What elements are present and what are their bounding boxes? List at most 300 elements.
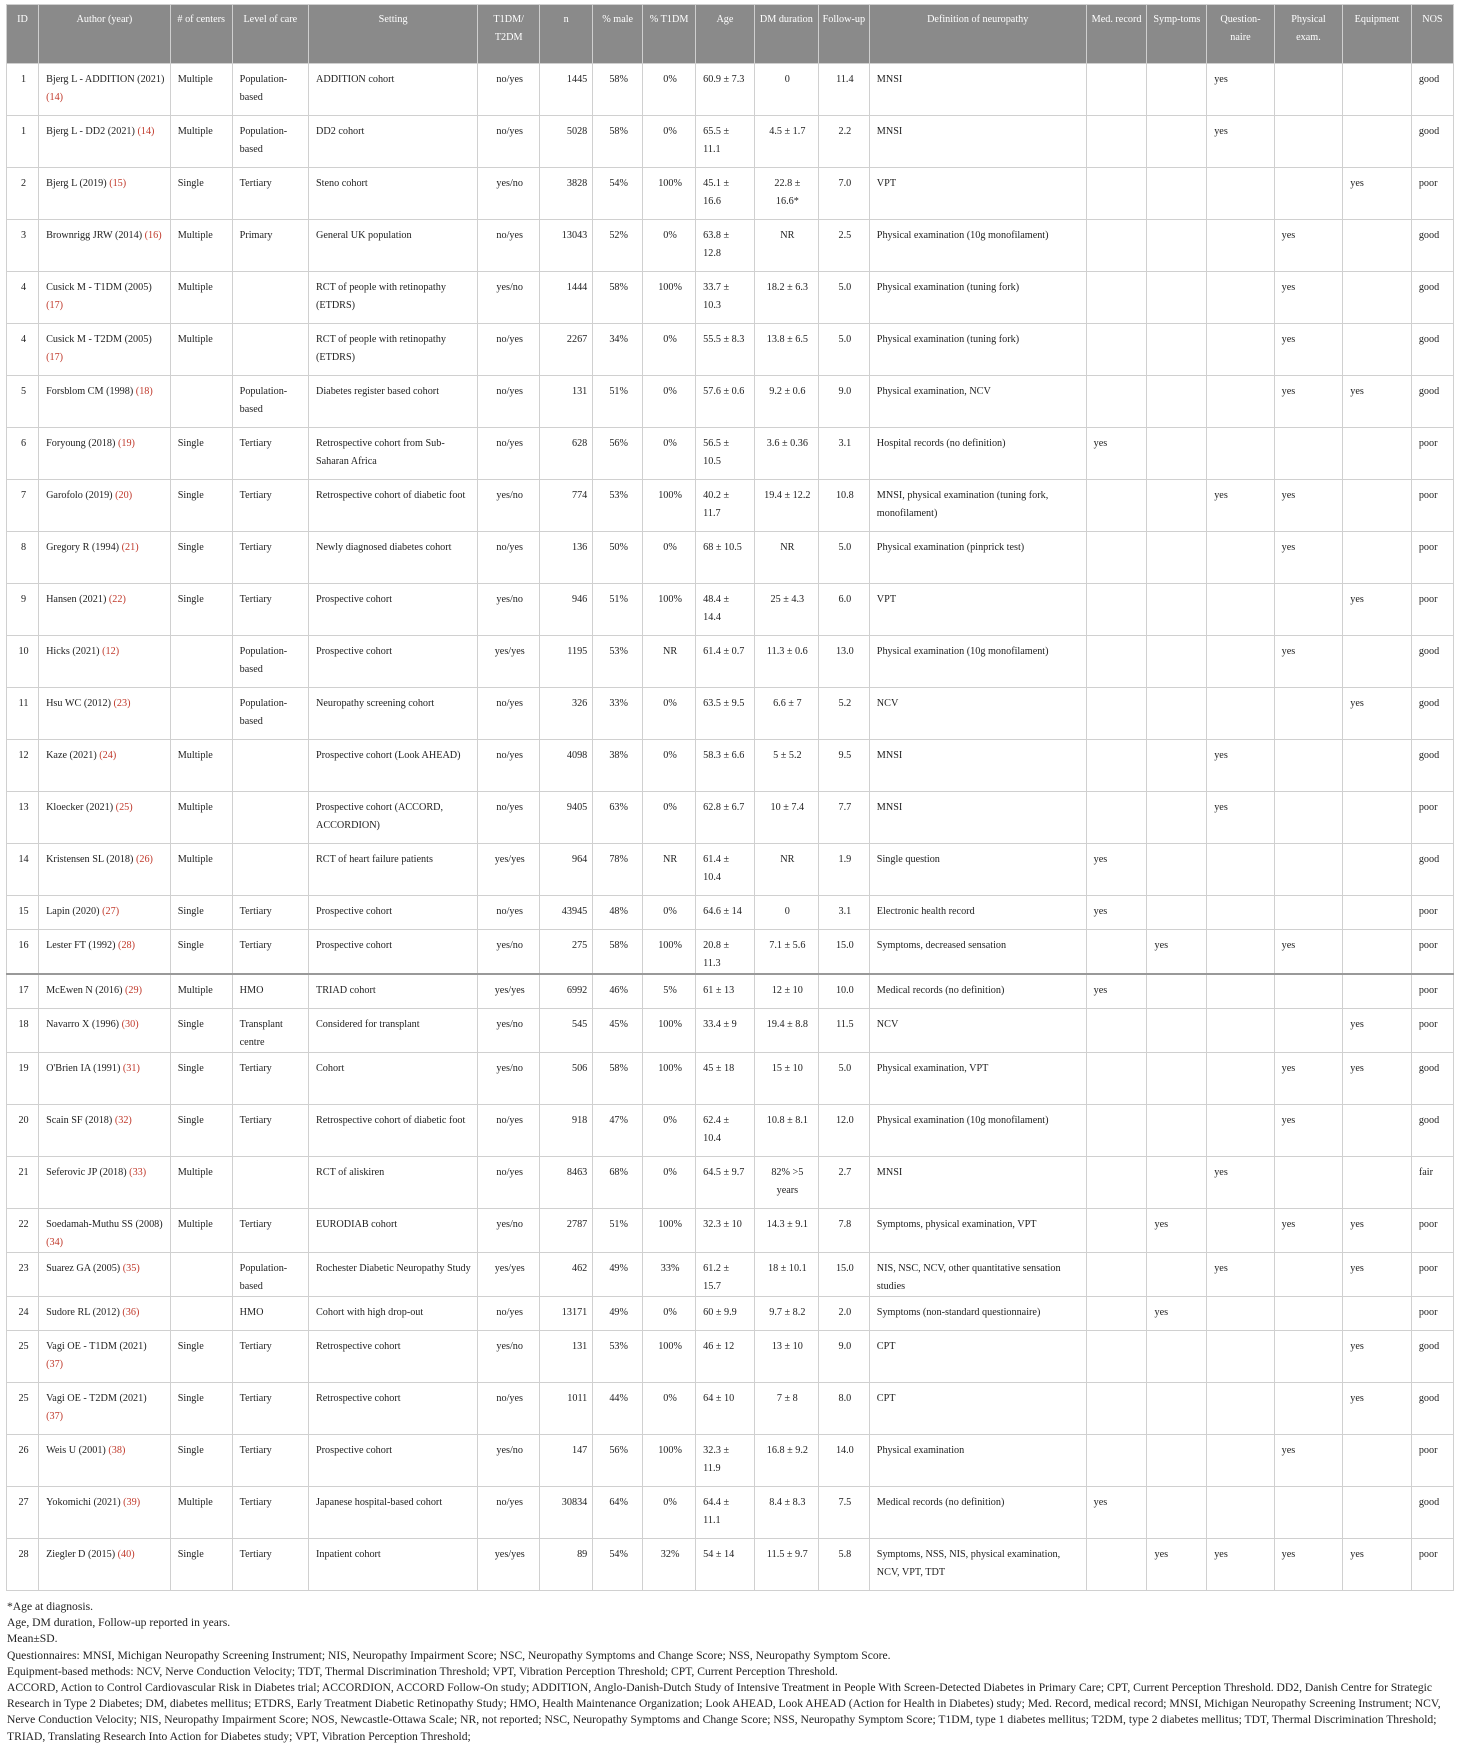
cell-equipment: yes — [1343, 584, 1412, 636]
cell-questionnaire: yes — [1207, 792, 1274, 844]
table-row — [7, 532, 1454, 584]
cell-percent-t1dm: 0% — [643, 1383, 696, 1435]
table-row — [7, 1209, 1454, 1253]
cell-percent-t1dm: 0% — [643, 532, 696, 584]
cell-follow-up: 7.8 — [818, 1209, 869, 1253]
cell-symptoms — [1147, 220, 1207, 272]
cell-setting: Prospective cohort (ACCORD, ACCORDION) — [308, 792, 477, 844]
cell-follow-up: 5.0 — [818, 1053, 869, 1105]
reference-link[interactable]: (16) — [144, 230, 162, 241]
cell-centers — [170, 376, 232, 428]
reference-link[interactable]: (37) — [46, 1359, 64, 1370]
cell-centers — [170, 688, 232, 740]
cell-percent-male: 49% — [593, 1297, 643, 1331]
cell-percent-male: 56% — [593, 428, 643, 480]
cell-equipment — [1343, 930, 1412, 975]
cell-diabetes-type: yes/yes — [478, 974, 540, 1009]
reference-link[interactable]: (30) — [121, 1019, 139, 1030]
cell-dm-duration: 7 ± 8 — [754, 1383, 818, 1435]
cell-author — [39, 272, 171, 324]
cell-nos: good — [1411, 272, 1453, 324]
cell-equipment — [1343, 896, 1412, 930]
cell-percent-male: 50% — [593, 532, 643, 584]
cell-dm-duration: 7.1 ± 5.6 — [754, 930, 818, 975]
header-cell: ID — [7, 5, 39, 64]
cell-physical-exam — [1274, 844, 1343, 896]
cell-dm-duration: 13 ± 10 — [754, 1331, 818, 1383]
cell-n: 918 — [540, 1105, 593, 1157]
cell-age: 58.3 ± 6.6 — [696, 740, 755, 792]
cell-level-of-care — [232, 792, 308, 844]
cell-med-record — [1086, 584, 1147, 636]
cell-level-of-care: Tertiary — [232, 532, 308, 584]
author-name: Forsblom CM (1998) — [46, 386, 134, 397]
cell-id: 6 — [7, 428, 39, 480]
cell-level-of-care: Primary — [232, 220, 308, 272]
cell-setting: EURODIAB cohort — [308, 1209, 477, 1253]
cell-author — [39, 1383, 171, 1435]
reference-link[interactable]: (29) — [125, 985, 142, 996]
cell-physical-exam — [1274, 1157, 1343, 1209]
cell-n: 30834 — [540, 1487, 593, 1539]
cell-nos: poor — [1411, 1253, 1453, 1297]
cell-med-record — [1086, 636, 1147, 688]
cell-author — [39, 1105, 171, 1157]
cell-centers — [170, 1297, 232, 1331]
cell-percent-male: 48% — [593, 896, 643, 930]
reference-link[interactable]: (31) — [122, 1063, 140, 1074]
cell-questionnaire — [1207, 584, 1274, 636]
reference-link[interactable]: (21) — [121, 542, 139, 553]
cell-author — [39, 584, 171, 636]
header-cell: Physical exam. — [1274, 5, 1343, 64]
cell-questionnaire — [1207, 272, 1274, 324]
cell-questionnaire — [1207, 220, 1274, 272]
reference-link[interactable]: (27) — [102, 906, 120, 917]
cell-symptoms — [1147, 688, 1207, 740]
cell-percent-male: 78% — [593, 844, 643, 896]
header-cell: DM duration — [754, 5, 818, 64]
cell-dm-duration: 0 — [754, 896, 818, 930]
cell-age: 55.5 ± 8.3 — [696, 324, 755, 376]
cell-percent-t1dm: 100% — [643, 272, 696, 324]
cell-diabetes-type: no/yes — [478, 1157, 540, 1209]
cell-setting: Retrospective cohort of diabetic foot — [308, 480, 477, 532]
cell-follow-up: 5.0 — [818, 324, 869, 376]
cell-id: 9 — [7, 584, 39, 636]
cell-physical-exam — [1274, 792, 1343, 844]
table-row — [7, 930, 1454, 975]
cell-percent-t1dm: 100% — [643, 584, 696, 636]
reference-link[interactable]: (23) — [113, 698, 131, 709]
author-name: Weis U (2001) — [46, 1445, 106, 1456]
cell-age: 61.4 ± 0.7 — [696, 636, 755, 688]
cell-symptoms — [1147, 1435, 1207, 1487]
cell-setting: Japanese hospital-based cohort — [308, 1487, 477, 1539]
cell-n: 964 — [540, 844, 593, 896]
cell-symptoms — [1147, 1331, 1207, 1383]
cell-nos: poor — [1411, 532, 1453, 584]
cell-equipment — [1343, 974, 1412, 1009]
cell-nos: good — [1411, 1105, 1453, 1157]
author-name: Ziegler D (2015) — [46, 1549, 116, 1560]
cell-id: 25 — [7, 1331, 39, 1383]
table-row — [7, 272, 1454, 324]
cell-age: 60 ± 9.9 — [696, 1297, 755, 1331]
reference-link[interactable]: (24) — [99, 750, 117, 761]
cell-definition: Physical examination (10g monofilament) — [869, 1105, 1086, 1157]
cell-questionnaire — [1207, 376, 1274, 428]
cell-physical-exam — [1274, 428, 1343, 480]
reference-link[interactable]: (17) — [46, 352, 64, 363]
cell-dm-duration: 10.8 ± 8.1 — [754, 1105, 818, 1157]
author-name: Kaze (2021) — [46, 750, 97, 761]
cell-level-of-care — [232, 844, 308, 896]
author-name: Bjerg L (2019) — [46, 178, 107, 189]
header-row — [7, 5, 1454, 64]
cell-percent-male: 44% — [593, 1383, 643, 1435]
cell-equipment: yes — [1343, 1253, 1412, 1297]
cell-dm-duration: 3.6 ± 0.36 — [754, 428, 818, 480]
cell-questionnaire: yes — [1207, 116, 1274, 168]
cell-diabetes-type: no/yes — [478, 376, 540, 428]
cell-author — [39, 376, 171, 428]
cell-author — [39, 636, 171, 688]
cell-id: 13 — [7, 792, 39, 844]
cell-diabetes-type: yes/no — [478, 272, 540, 324]
cell-id: 23 — [7, 1253, 39, 1297]
cell-definition: Physical examination (10g monofilament) — [869, 220, 1086, 272]
cell-centers: Single — [170, 1383, 232, 1435]
header-cell: # of centers — [170, 5, 232, 64]
cell-nos: poor — [1411, 480, 1453, 532]
cell-setting: Rochester Diabetic Neuropathy Study — [308, 1253, 477, 1297]
cell-setting: Cohort with high drop-out — [308, 1297, 477, 1331]
cell-percent-male: 58% — [593, 116, 643, 168]
cell-med-record — [1086, 1539, 1147, 1591]
cell-percent-t1dm: 100% — [643, 1009, 696, 1053]
cell-percent-male: 53% — [593, 480, 643, 532]
cell-physical-exam — [1274, 116, 1343, 168]
cell-follow-up: 2.2 — [818, 116, 869, 168]
author-name: Seferovic JP (2018) — [46, 1167, 127, 1178]
reference-link[interactable]: (22) — [108, 594, 126, 605]
reference-link[interactable]: (33) — [129, 1167, 147, 1178]
cell-follow-up: 6.0 — [818, 584, 869, 636]
cell-nos: poor — [1411, 896, 1453, 930]
cell-n: 13043 — [540, 220, 593, 272]
cell-diabetes-type: no/yes — [478, 792, 540, 844]
cell-id: 28 — [7, 1539, 39, 1591]
cell-diabetes-type: yes/no — [478, 168, 540, 220]
cell-level-of-care — [232, 740, 308, 792]
cell-level-of-care: Tertiary — [232, 428, 308, 480]
cell-equipment — [1343, 64, 1412, 116]
cell-centers: Single — [170, 532, 232, 584]
cell-diabetes-type: no/yes — [478, 532, 540, 584]
cell-equipment: yes — [1343, 1539, 1412, 1591]
cell-level-of-care: Tertiary — [232, 1539, 308, 1591]
cell-med-record: yes — [1086, 974, 1147, 1009]
author-name: Cusick M - T2DM (2005) — [46, 334, 152, 345]
studies-table — [6, 4, 1454, 1591]
cell-age: 61.4 ± 10.4 — [696, 844, 755, 896]
cell-follow-up: 5.0 — [818, 532, 869, 584]
cell-age: 40.2 ± 11.7 — [696, 480, 755, 532]
cell-symptoms — [1147, 324, 1207, 376]
cell-author — [39, 480, 171, 532]
cell-questionnaire: yes — [1207, 480, 1274, 532]
table-row — [7, 324, 1454, 376]
reference-link[interactable]: (28) — [118, 940, 136, 951]
cell-physical-exam: yes — [1274, 1435, 1343, 1487]
cell-age: 57.6 ± 0.6 — [696, 376, 755, 428]
cell-med-record: yes — [1086, 844, 1147, 896]
cell-diabetes-type: yes/no — [478, 1331, 540, 1383]
cell-percent-male: 52% — [593, 220, 643, 272]
cell-follow-up: 9.0 — [818, 376, 869, 428]
cell-setting: DD2 cohort — [308, 116, 477, 168]
author-name: Vagi OE - T2DM (2021) — [46, 1393, 147, 1404]
cell-centers: Single — [170, 480, 232, 532]
reference-link[interactable]: (25) — [115, 802, 133, 813]
cell-percent-male: 45% — [593, 1009, 643, 1053]
cell-equipment: yes — [1343, 1009, 1412, 1053]
cell-definition: Symptoms, NSS, NIS, physical examination, NCV, VPT, TDT — [869, 1539, 1086, 1591]
table-row — [7, 1297, 1454, 1331]
cell-centers: Single — [170, 1053, 232, 1105]
reference-link[interactable]: (26) — [135, 854, 153, 865]
cell-nos: poor — [1411, 930, 1453, 975]
table-row — [7, 1435, 1454, 1487]
cell-setting: Steno cohort — [308, 168, 477, 220]
reference-link[interactable]: (19) — [117, 438, 135, 449]
cell-nos: good — [1411, 1487, 1453, 1539]
cell-questionnaire: yes — [1207, 1157, 1274, 1209]
cell-dm-duration: 19.4 ± 12.2 — [754, 480, 818, 532]
cell-symptoms — [1147, 1487, 1207, 1539]
cell-physical-exam — [1274, 896, 1343, 930]
cell-questionnaire — [1207, 930, 1274, 975]
cell-age: 56.5 ± 10.5 — [696, 428, 755, 480]
cell-diabetes-type: no/yes — [478, 64, 540, 116]
reference-link[interactable]: (12) — [102, 646, 120, 657]
reference-link[interactable]: (39) — [123, 1497, 141, 1508]
cell-dm-duration: 18 ± 10.1 — [754, 1253, 818, 1297]
cell-percent-male: 54% — [593, 1539, 643, 1591]
cell-id: 11 — [7, 688, 39, 740]
cell-questionnaire — [1207, 974, 1274, 1009]
table-row — [7, 740, 1454, 792]
header-cell: T1DM/ T2DM — [478, 5, 540, 64]
cell-level-of-care — [232, 324, 308, 376]
cell-dm-duration: NR — [754, 844, 818, 896]
cell-n: 2787 — [540, 1209, 593, 1253]
cell-nos: good — [1411, 376, 1453, 428]
cell-level-of-care: Tertiary — [232, 1209, 308, 1253]
cell-follow-up: 3.1 — [818, 428, 869, 480]
reference-link[interactable]: (14) — [46, 92, 64, 103]
header-cell: Age — [696, 5, 755, 64]
cell-symptoms — [1147, 64, 1207, 116]
footnote: ACCORD, Action to Control Cardiovascular Risk in Diabetes trial; ACCORDION, ACCORD Follow-On study; ADDITION, Anglo-Danish-Dutch Study of Intensive Treatment in People With Screen-Detected Diabetes in Primary Care; CPT, Current Perception Threshold. DD2, Danish Centre for Strategic Research in Type 2 Diabetes; DM, diabetes mellitus; ETDRS, Early Treatment Diabetic Retinopathy Study; HMO, Health Maintenance Organization; Look AHEAD, Look AHEAD (Action for Health in Diabetes) study; Med. Record, medical record; MNSI, Michigan Neuropathy Screening Instrument; NCV, Nerve Conduction Velocity; NIS, Neuropathy Impairment Score; NOS, Newcastle-Ottawa Scale; NR, not reported; NSC, Neuropathy Symptoms and Change Score; NSS, Neuropathy Symptom Score; T1DM, type 1 diabetes mellitus; T2DM, type 2 diabetes mellitus; TDT, Thermal Discrimination Threshold; TRIAD, Translating Research Into Action for Diabetes study; VPT, Vibration Perception Threshold; — [7, 1681, 1441, 1743]
cell-centers: Single — [170, 1105, 232, 1157]
cell-nos: poor — [1411, 168, 1453, 220]
cell-id: 26 — [7, 1435, 39, 1487]
author-name: Cusick M - T1DM (2005) — [46, 282, 152, 293]
table-row — [7, 168, 1454, 220]
cell-setting: Neuropathy screening cohort — [308, 688, 477, 740]
reference-link[interactable]: (32) — [114, 1115, 132, 1126]
reference-link[interactable]: (40) — [117, 1549, 135, 1560]
cell-age: 63.8 ± 12.8 — [696, 220, 755, 272]
cell-med-record — [1086, 1105, 1147, 1157]
cell-dm-duration: 15 ± 10 — [754, 1053, 818, 1105]
cell-centers: Single — [170, 896, 232, 930]
reference-link[interactable]: (35) — [122, 1263, 140, 1274]
cell-setting: Prospective cohort — [308, 930, 477, 975]
author-name: Vagi OE - T1DM (2021) — [46, 1341, 147, 1352]
reference-link[interactable]: (17) — [46, 300, 64, 311]
cell-follow-up: 9.0 — [818, 1331, 869, 1383]
cell-dm-duration: 16.8 ± 9.2 — [754, 1435, 818, 1487]
cell-dm-duration: 9.2 ± 0.6 — [754, 376, 818, 428]
cell-centers: Single — [170, 428, 232, 480]
cell-equipment — [1343, 116, 1412, 168]
cell-diabetes-type: yes/no — [478, 1009, 540, 1053]
cell-level-of-care: Tertiary — [232, 1487, 308, 1539]
cell-follow-up: 5.8 — [818, 1539, 869, 1591]
cell-diabetes-type: no/yes — [478, 1297, 540, 1331]
cell-n: 275 — [540, 930, 593, 975]
header-cell: Definition of neuropathy — [869, 5, 1086, 64]
cell-percent-male: 51% — [593, 1209, 643, 1253]
cell-diabetes-type: no/yes — [478, 740, 540, 792]
cell-nos: poor — [1411, 1539, 1453, 1591]
cell-follow-up: 11.5 — [818, 1009, 869, 1053]
cell-author — [39, 1435, 171, 1487]
cell-diabetes-type: no/yes — [478, 1487, 540, 1539]
cell-id: 21 — [7, 1157, 39, 1209]
cell-definition: Single question — [869, 844, 1086, 896]
author-name: Garofolo (2019) — [46, 490, 113, 501]
cell-follow-up: 2.0 — [818, 1297, 869, 1331]
cell-age: 48.4 ± 14.4 — [696, 584, 755, 636]
reference-link[interactable]: (18) — [135, 386, 153, 397]
cell-setting: RCT of people with retinopathy (ETDRS) — [308, 272, 477, 324]
cell-level-of-care: Tertiary — [232, 1105, 308, 1157]
cell-definition: CPT — [869, 1331, 1086, 1383]
cell-id: 2 — [7, 168, 39, 220]
cell-setting: TRIAD cohort — [308, 974, 477, 1009]
cell-physical-exam — [1274, 64, 1343, 116]
reference-link[interactable]: (37) — [46, 1411, 64, 1422]
cell-equipment: yes — [1343, 688, 1412, 740]
cell-percent-t1dm: 100% — [643, 480, 696, 532]
cell-author — [39, 930, 171, 975]
cell-n: 131 — [540, 376, 593, 428]
cell-follow-up: 15.0 — [818, 1253, 869, 1297]
reference-link[interactable]: (20) — [115, 490, 133, 501]
header-cell: Med. record — [1086, 5, 1147, 64]
cell-dm-duration: 11.3 ± 0.6 — [754, 636, 818, 688]
cell-author — [39, 792, 171, 844]
cell-centers: Multiple — [170, 116, 232, 168]
cell-nos: good — [1411, 116, 1453, 168]
cell-setting: Diabetes register based cohort — [308, 376, 477, 428]
cell-diabetes-type: no/yes — [478, 116, 540, 168]
reference-link[interactable]: (38) — [108, 1445, 126, 1456]
cell-level-of-care: Tertiary — [232, 1053, 308, 1105]
cell-follow-up: 7.0 — [818, 168, 869, 220]
cell-questionnaire: yes — [1207, 740, 1274, 792]
reference-link[interactable]: (34) — [46, 1237, 64, 1248]
cell-age: 64.4 ± 11.1 — [696, 1487, 755, 1539]
table-row — [7, 688, 1454, 740]
cell-med-record — [1086, 64, 1147, 116]
reference-link[interactable]: (15) — [109, 178, 127, 189]
cell-centers: Multiple — [170, 844, 232, 896]
cell-level-of-care — [232, 272, 308, 324]
cell-definition: Physical examination (10g monofilament) — [869, 636, 1086, 688]
cell-percent-male: 38% — [593, 740, 643, 792]
cell-level-of-care: Population-based — [232, 688, 308, 740]
cell-dm-duration: 18.2 ± 6.3 — [754, 272, 818, 324]
cell-definition: MNSI, physical examination (tuning fork, monofilament) — [869, 480, 1086, 532]
cell-equipment — [1343, 272, 1412, 324]
cell-symptoms — [1147, 480, 1207, 532]
cell-definition: VPT — [869, 584, 1086, 636]
cell-percent-t1dm: 5% — [643, 974, 696, 1009]
cell-diabetes-type: yes/yes — [478, 844, 540, 896]
cell-dm-duration: 4.5 ± 1.7 — [754, 116, 818, 168]
cell-symptoms — [1147, 116, 1207, 168]
cell-diabetes-type: no/yes — [478, 896, 540, 930]
cell-dm-duration: 12 ± 10 — [754, 974, 818, 1009]
reference-link[interactable]: (14) — [137, 126, 155, 137]
cell-physical-exam: yes — [1274, 1539, 1343, 1591]
cell-centers — [170, 1253, 232, 1297]
cell-percent-male: 68% — [593, 1157, 643, 1209]
table-row — [7, 116, 1454, 168]
cell-med-record: yes — [1086, 428, 1147, 480]
cell-diabetes-type: no/yes — [478, 688, 540, 740]
cell-definition: MNSI — [869, 64, 1086, 116]
cell-percent-male: 58% — [593, 930, 643, 975]
cell-follow-up: 10.8 — [818, 480, 869, 532]
cell-setting: Cohort — [308, 1053, 477, 1105]
cell-percent-male: 58% — [593, 1053, 643, 1105]
cell-author — [39, 1253, 171, 1297]
cell-med-record — [1086, 1297, 1147, 1331]
cell-physical-exam: yes — [1274, 324, 1343, 376]
header-cell: n — [540, 5, 593, 64]
cell-dm-duration: NR — [754, 220, 818, 272]
cell-med-record — [1086, 1435, 1147, 1487]
author-name: Soedamah-Muthu SS (2008) — [46, 1219, 163, 1230]
cell-level-of-care: Tertiary — [232, 168, 308, 220]
cell-follow-up: 2.7 — [818, 1157, 869, 1209]
cell-percent-t1dm: 100% — [643, 1209, 696, 1253]
cell-definition: Electronic health record — [869, 896, 1086, 930]
table-row — [7, 1383, 1454, 1435]
reference-link[interactable]: (36) — [122, 1307, 140, 1318]
cell-questionnaire — [1207, 1105, 1274, 1157]
footnote: Equipment-based methods: NCV, Nerve Conduction Velocity; TDT, Thermal Discrimination Threshold; VPT, Vibration Perception Threshold; CPT, Current Perception Threshold. — [7, 1664, 838, 1678]
cell-centers: Single — [170, 584, 232, 636]
cell-level-of-care: Population-based — [232, 636, 308, 688]
cell-questionnaire — [1207, 1487, 1274, 1539]
